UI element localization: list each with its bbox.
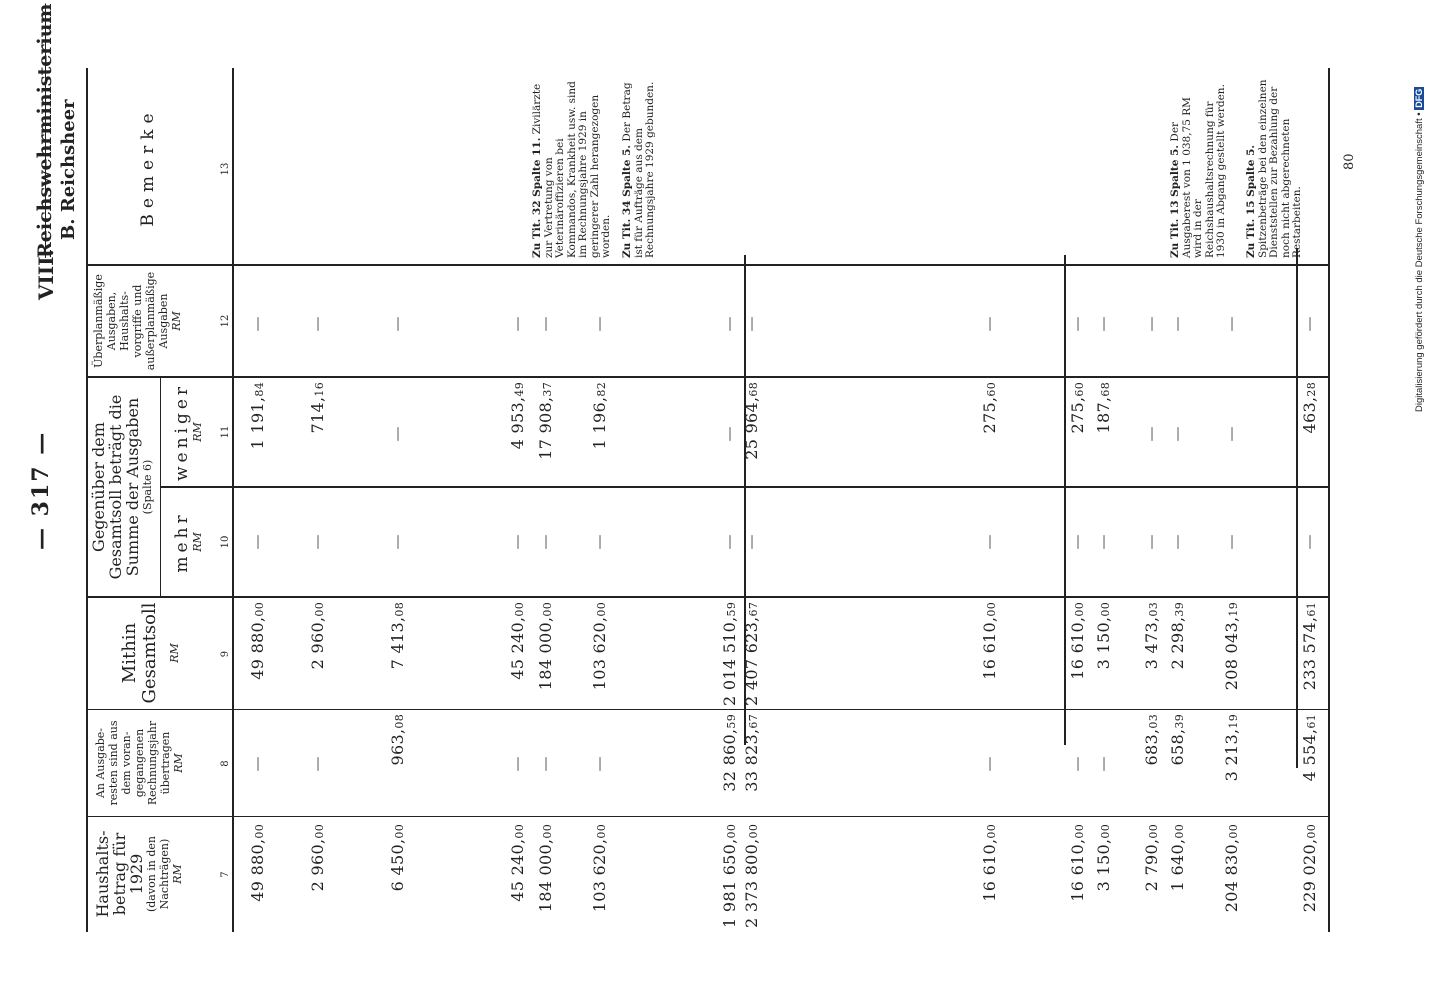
footer-number: 80 bbox=[1342, 153, 1357, 170]
cell-pfennig: 59 bbox=[725, 601, 738, 617]
remark-heading: Zu Tit. 15 Spalte 5. bbox=[1245, 144, 1257, 258]
col12-title: Überplanmäßige Ausgaben, Haushalts-vorgriffe und außerplanmäßige Ausgaben bbox=[92, 271, 170, 371]
cell-pfennig: 00 bbox=[1099, 824, 1112, 839]
table-cell-c7 bbox=[1300, 824, 1319, 928]
cell-pfennig: 00 bbox=[1173, 824, 1186, 839]
col7-unit: RM bbox=[171, 864, 184, 884]
dfg-credit bbox=[1414, 2, 1425, 412]
col10-header bbox=[174, 492, 204, 592]
empty-cell-dash: — bbox=[1068, 316, 1086, 332]
table-cell-c9 bbox=[720, 602, 739, 706]
table-cell-c7 bbox=[1094, 824, 1113, 928]
remark bbox=[1170, 72, 1228, 258]
cell-amount: 49 880, bbox=[248, 838, 267, 902]
cell-amount: 32 860, bbox=[720, 728, 739, 792]
empty-cell-dash: — bbox=[536, 534, 554, 550]
col12-unit: RM bbox=[170, 311, 183, 331]
cell-pfennig: 08 bbox=[393, 714, 406, 729]
empty-cell-dash: — bbox=[1068, 756, 1086, 772]
empty-cell-dash: — bbox=[1094, 316, 1112, 332]
cell-pfennig: 08 bbox=[393, 602, 406, 617]
cell-amount: 683, bbox=[1142, 728, 1161, 766]
col11-number: 11 bbox=[220, 425, 231, 439]
col9-unit: RM bbox=[168, 643, 181, 663]
cell-amount: 4 554, bbox=[1300, 728, 1319, 782]
remark bbox=[532, 72, 613, 258]
table-cell-c9 bbox=[1300, 602, 1319, 706]
cell-amount: 16 610, bbox=[1068, 838, 1087, 902]
empty-cell-dash: — bbox=[980, 316, 998, 332]
col10-unit: RM bbox=[191, 532, 204, 552]
empty-cell-dash: — bbox=[1142, 316, 1160, 332]
table-cell-c11 bbox=[1094, 382, 1113, 482]
cell-pfennig: 39 bbox=[1173, 602, 1186, 617]
table-cell-c7 bbox=[308, 824, 327, 928]
cell-pfennig: 00 bbox=[747, 823, 760, 839]
cell-pfennig: 00 bbox=[1147, 824, 1160, 839]
cell-amount: 275, bbox=[980, 396, 999, 434]
col8-unit: RM bbox=[172, 753, 185, 773]
table-header-rule bbox=[232, 68, 234, 932]
empty-cell-dash: — bbox=[1168, 426, 1186, 442]
table-cell-c11 bbox=[1300, 382, 1319, 482]
cell-amount: 45 240, bbox=[508, 616, 527, 680]
cell-pfennig: 00 bbox=[985, 602, 998, 617]
cell-amount: 7 413, bbox=[388, 616, 407, 670]
cell-pfennig: 37 bbox=[541, 382, 554, 397]
cell-amount: 208 043, bbox=[1222, 616, 1241, 691]
empty-cell-dash: — bbox=[1222, 316, 1240, 332]
table-cell-c11 bbox=[1068, 382, 1087, 482]
remark-text: Der Ausgaberest von 1 038,75 RM wird in der Reichshaushaltsrechnung für 1930 in Abgang gestellt werden. bbox=[1169, 84, 1227, 258]
subsection-title: B. Reichsheer bbox=[58, 99, 79, 240]
cell-amount: 184 000, bbox=[536, 838, 555, 913]
col9-number: 9 bbox=[220, 650, 231, 658]
cell-amount: 2 014 510, bbox=[720, 616, 739, 706]
cell-pfennig: 67 bbox=[747, 714, 760, 729]
cell-pfennig: 68 bbox=[747, 382, 760, 397]
cell-amount: 16 610, bbox=[980, 838, 999, 902]
table-cell-c7 bbox=[590, 824, 609, 928]
cell-amount: 16 610, bbox=[1068, 616, 1087, 680]
table-cell-c11 bbox=[508, 382, 527, 482]
empty-cell-dash: — bbox=[742, 534, 760, 550]
col12-number: 12 bbox=[220, 314, 231, 328]
table-cell-c8 bbox=[388, 714, 407, 814]
remark-heading: Zu Tit. 32 Spalte 11. bbox=[531, 137, 543, 258]
cell-amount: 204 830, bbox=[1222, 838, 1241, 913]
cell-amount: 1 191, bbox=[248, 396, 267, 450]
remark bbox=[622, 72, 657, 258]
empty-cell-dash: — bbox=[980, 534, 998, 550]
empty-cell-dash: — bbox=[720, 534, 738, 550]
remark bbox=[1246, 72, 1304, 258]
table-cell-c9 bbox=[508, 602, 527, 706]
cell-amount: 16 610, bbox=[980, 616, 999, 680]
col11-title: weniger bbox=[172, 382, 192, 482]
table-cell-c9 bbox=[590, 602, 609, 706]
group-title: Gegenüber dem Gesamtsoll beträgt die Summe der Ausgaben bbox=[89, 394, 142, 580]
table-cell-c9 bbox=[308, 602, 327, 706]
cell-amount: 49 880, bbox=[248, 616, 267, 680]
cell-amount: 1 640, bbox=[1168, 838, 1187, 892]
table-cell-c11 bbox=[742, 382, 761, 482]
table-bottom-rule bbox=[1328, 68, 1330, 932]
cell-pfennig: 61 bbox=[1305, 602, 1318, 617]
cell-pfennig: 00 bbox=[513, 602, 526, 617]
col8-title: An Ausgabe-resten sind aus dem voran-gegangenen Rechnungsjahr übertragen bbox=[94, 720, 172, 806]
empty-cell-dash: — bbox=[1142, 426, 1160, 442]
table-cell-c11 bbox=[590, 382, 609, 482]
cell-pfennig: 68 bbox=[1099, 382, 1112, 397]
table-cell-c7 bbox=[1142, 824, 1161, 928]
col9-header bbox=[120, 602, 181, 704]
cell-amount: 103 620, bbox=[590, 838, 609, 913]
cell-amount: 184 000, bbox=[536, 616, 555, 691]
empty-cell-dash: — bbox=[1094, 534, 1112, 550]
cell-pfennig: 16 bbox=[313, 382, 326, 397]
col8-header bbox=[94, 714, 185, 812]
group-subtitle: (Spalte 6) bbox=[141, 459, 154, 515]
table-cell-c9 bbox=[1142, 602, 1161, 706]
empty-cell-dash: — bbox=[590, 316, 608, 332]
table-cell-c9 bbox=[1222, 602, 1241, 706]
empty-cell-dash: — bbox=[590, 756, 608, 772]
table-cell-c9 bbox=[1168, 602, 1187, 706]
table-cell-c7 bbox=[508, 824, 527, 928]
table-cell-c7 bbox=[248, 824, 267, 928]
empty-cell-dash: — bbox=[248, 534, 266, 550]
cell-amount: 2 407 623, bbox=[742, 616, 761, 706]
page-number: — 317 — bbox=[28, 430, 54, 550]
remark-heading: Zu Tit. 34 Spalte 5. bbox=[621, 144, 633, 258]
empty-cell-dash: — bbox=[388, 534, 406, 550]
col11-unit: RM bbox=[191, 422, 204, 442]
dfg-logo: DFG bbox=[1414, 88, 1424, 108]
table-cell-c8 bbox=[742, 714, 761, 814]
cell-pfennig: 00 bbox=[1073, 824, 1086, 839]
table-cell-c9 bbox=[980, 602, 999, 706]
cell-pfennig: 28 bbox=[1305, 382, 1318, 397]
remark-text: Zivilärzte zur Vertretung von Veterinäroffizieren bei Kommandos, Krankheit usw. sind im Rechnungsjahre 1929 in geringerer Zahl herangezogen worden. bbox=[531, 81, 612, 258]
empty-cell-dash: — bbox=[308, 316, 326, 332]
table-cell-c9 bbox=[742, 602, 761, 706]
cell-pfennig: 00 bbox=[253, 602, 266, 617]
table-cell-c7 bbox=[388, 824, 407, 928]
cell-pfennig: 00 bbox=[313, 602, 326, 617]
cell-amount: 2 298, bbox=[1168, 616, 1187, 670]
table-cell-c7 bbox=[742, 824, 761, 928]
cell-pfennig: 60 bbox=[1073, 382, 1086, 397]
table-cell-c9 bbox=[388, 602, 407, 706]
table-cell-c7 bbox=[1068, 824, 1087, 928]
col7-title: Haushalts-betrag für 1929 bbox=[93, 830, 146, 918]
empty-cell-dash: — bbox=[590, 534, 608, 550]
col7-header bbox=[94, 822, 184, 926]
empty-cell-dash: — bbox=[1222, 534, 1240, 550]
cell-amount: 25 964, bbox=[742, 396, 761, 460]
empty-cell-dash: — bbox=[720, 316, 738, 332]
cell-pfennig: 84 bbox=[253, 382, 266, 397]
table-top-rule bbox=[86, 68, 88, 932]
cell-pfennig: 00 bbox=[985, 824, 998, 839]
cell-amount: 463, bbox=[1300, 396, 1319, 434]
cell-amount: 4 953, bbox=[508, 396, 527, 450]
cell-pfennig: 00 bbox=[541, 602, 554, 617]
cell-amount: 17 908, bbox=[536, 396, 555, 460]
cell-amount: 45 240, bbox=[508, 838, 527, 902]
empty-cell-dash: — bbox=[248, 316, 266, 332]
table-cell-c11 bbox=[248, 382, 267, 482]
table-cell-c8 bbox=[1168, 714, 1187, 814]
cell-pfennig: 00 bbox=[1305, 824, 1318, 839]
group-header bbox=[90, 382, 154, 592]
empty-cell-dash: — bbox=[1094, 756, 1112, 772]
cell-pfennig: 61 bbox=[1305, 714, 1318, 729]
cell-pfennig: 00 bbox=[595, 602, 608, 617]
cell-amount: 963, bbox=[388, 728, 407, 766]
table-cell-c7 bbox=[536, 824, 555, 928]
cell-pfennig: 59 bbox=[725, 714, 738, 729]
cell-amount: 2 960, bbox=[308, 838, 327, 892]
cell-pfennig: 00 bbox=[1227, 824, 1240, 839]
col13-number: 13 bbox=[220, 162, 231, 176]
cell-amount: 3 150, bbox=[1094, 616, 1113, 670]
table-cell-c9 bbox=[1094, 602, 1113, 706]
empty-cell-dash: — bbox=[388, 316, 406, 332]
cell-amount: 714, bbox=[308, 396, 327, 434]
table-cell-c11 bbox=[308, 382, 327, 482]
cell-pfennig: 03 bbox=[1147, 602, 1160, 617]
col7-subtitle: (davon in den Nachträgen) bbox=[145, 835, 171, 913]
cell-pfennig: 82 bbox=[595, 382, 608, 397]
col7-number: 7 bbox=[220, 871, 231, 878]
col8-number: 8 bbox=[220, 760, 231, 767]
cell-pfennig: 19 bbox=[1227, 602, 1240, 617]
table-cell-c8 bbox=[1142, 714, 1161, 814]
cell-amount: 103 620, bbox=[590, 616, 609, 691]
cell-amount: 1 981 650, bbox=[720, 838, 739, 928]
cell-pfennig: 00 bbox=[393, 824, 406, 839]
remark-text: Spitzenbeträge bei den einzelnen Dienststellen zur Bezahlung der noch nicht abgerechneten Restarbeiten. bbox=[1256, 79, 1303, 258]
table-cell-c9 bbox=[1068, 602, 1087, 706]
empty-cell-dash: — bbox=[508, 534, 526, 550]
cell-amount: 658, bbox=[1168, 728, 1187, 766]
table-cell-c11 bbox=[536, 382, 555, 482]
table-cell-c8 bbox=[1222, 714, 1241, 814]
empty-cell-dash: — bbox=[536, 316, 554, 332]
empty-cell-dash: — bbox=[1068, 534, 1086, 550]
cell-pfennig: 39 bbox=[1173, 714, 1186, 729]
empty-cell-dash: — bbox=[308, 534, 326, 550]
col10-number: 10 bbox=[220, 535, 231, 549]
cell-amount: 275, bbox=[1068, 396, 1087, 434]
cell-pfennig: 00 bbox=[313, 824, 326, 839]
cell-pfennig: 00 bbox=[513, 824, 526, 839]
table-cell-c7 bbox=[1168, 824, 1187, 928]
dfg-credit-text: Digitalisierung gefördert durch die Deutsche Forschungsgemeinschaft • bbox=[1414, 112, 1425, 412]
empty-cell-dash: — bbox=[1300, 316, 1318, 332]
table-cell-c11 bbox=[980, 382, 999, 482]
cell-amount: 2 960, bbox=[308, 616, 327, 670]
cell-amount: 6 450, bbox=[388, 838, 407, 892]
cell-pfennig: 49 bbox=[513, 382, 526, 397]
section-title: Reichswehrministerium bbox=[34, 3, 56, 258]
empty-cell-dash: — bbox=[1168, 316, 1186, 332]
cell-amount: 3 473, bbox=[1142, 616, 1161, 670]
cell-amount: 33 823, bbox=[742, 728, 761, 792]
empty-cell-dash: — bbox=[508, 316, 526, 332]
empty-cell-dash: — bbox=[308, 756, 326, 772]
table-cell-c9 bbox=[536, 602, 555, 706]
table-cell-c8 bbox=[720, 714, 739, 814]
empty-cell-dash: — bbox=[248, 756, 266, 772]
table-cell-c9 bbox=[248, 602, 267, 706]
cell-pfennig: 00 bbox=[725, 823, 738, 839]
empty-cell-dash: — bbox=[388, 426, 406, 442]
table-cell-c7 bbox=[1222, 824, 1241, 928]
empty-cell-dash: — bbox=[980, 756, 998, 772]
empty-cell-dash: — bbox=[1142, 534, 1160, 550]
remark-text: Der Betrag ist für Aufträge aus dem Rechnungsjahre 1929 gebunden. bbox=[621, 81, 656, 258]
cell-amount: 229 020, bbox=[1300, 838, 1319, 913]
col10-title: mehr bbox=[172, 511, 192, 573]
cell-pfennig: 00 bbox=[595, 824, 608, 839]
section-roman: VIII. bbox=[34, 249, 58, 300]
cell-pfennig: 03 bbox=[1147, 714, 1160, 729]
cell-pfennig: 00 bbox=[541, 824, 554, 839]
col13-header: Bemerke bbox=[138, 107, 158, 227]
col11-header bbox=[174, 380, 204, 484]
empty-cell-dash: — bbox=[536, 756, 554, 772]
table-cell-c7 bbox=[720, 824, 739, 928]
cell-pfennig: 00 bbox=[253, 824, 266, 839]
cell-amount: 3 150, bbox=[1094, 838, 1113, 892]
empty-cell-dash: — bbox=[1222, 426, 1240, 442]
cell-amount: 3 213, bbox=[1222, 728, 1241, 782]
empty-cell-dash: — bbox=[508, 756, 526, 772]
cell-pfennig: 60 bbox=[985, 382, 998, 397]
table-cell-c7 bbox=[980, 824, 999, 928]
cell-amount: 233 574, bbox=[1300, 616, 1319, 691]
empty-cell-dash: — bbox=[1300, 534, 1318, 550]
cell-pfennig: 19 bbox=[1227, 714, 1240, 729]
cell-amount: 187, bbox=[1094, 396, 1113, 434]
table-cell-c8 bbox=[1300, 714, 1319, 814]
cell-amount: 2 790, bbox=[1142, 838, 1161, 892]
cell-pfennig: 00 bbox=[1099, 602, 1112, 617]
remark-heading: Zu Tit. 13 Spalte 5. bbox=[1169, 144, 1181, 258]
col12-header bbox=[92, 268, 183, 374]
cell-pfennig: 00 bbox=[1073, 602, 1086, 617]
cell-amount: 2 373 800, bbox=[742, 838, 761, 928]
col9-title: Mithin Gesamtsoll bbox=[119, 602, 160, 704]
empty-cell-dash: — bbox=[742, 316, 760, 332]
empty-cell-dash: — bbox=[1168, 534, 1186, 550]
cell-pfennig: 67 bbox=[747, 601, 760, 617]
cell-amount: 1 196, bbox=[590, 396, 609, 450]
empty-cell-dash: — bbox=[720, 426, 738, 442]
